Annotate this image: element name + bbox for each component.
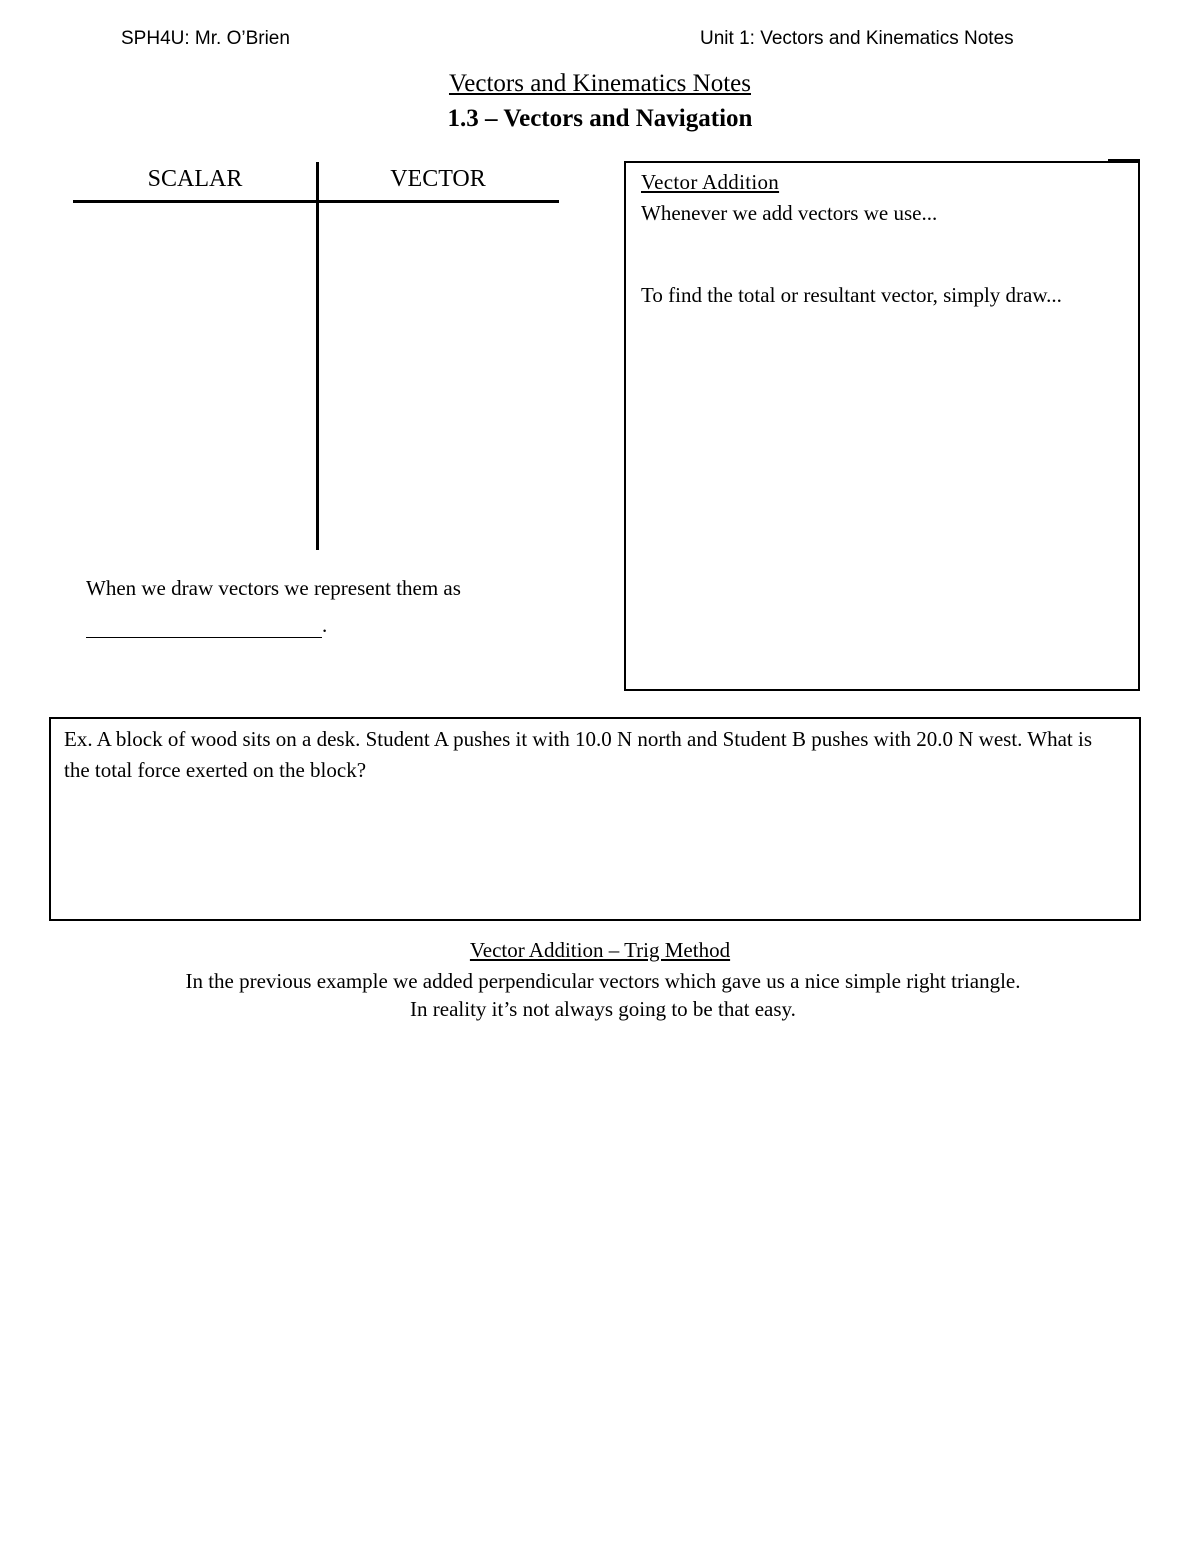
fill-in-blank [86,613,327,638]
vector-addition-heading: Vector Addition [641,170,780,194]
trig-method-line-2: In reality it’s not always going to be that easy. [410,997,796,1021]
box-corner-mark [1108,159,1140,163]
trig-method-heading: Vector Addition – Trig Method [469,938,731,962]
blank-rule [86,621,322,638]
vector-addition-line-1: Whenever we add vectors we use... [641,201,938,225]
example-text: Ex. A block of wood sits on a desk. Student A pushes it with 10.0 N north and Student B pushes with 20.0 N west. What is the total force exerted on the block? [64,727,1093,782]
page-subtitle: 1.3 – Vectors and Navigation [447,105,753,132]
blank-period: . [322,613,328,637]
tchart-vertical-rule [316,162,319,550]
draw-vectors-prompt: When we draw vectors we represent them as [86,576,461,600]
page-title: Vectors and Kinematics Notes [448,70,751,97]
header-course: SPH4U: Mr. O’Brien [121,28,290,49]
trig-method-line-1: In the previous example we added perpendicular vectors which gave us a nice simple right triangle. [185,969,1021,993]
tchart-vector-heading: VECTOR [390,166,486,192]
tchart-scalar-heading: SCALAR [147,166,243,192]
header-unit: Unit 1: Vectors and Kinematics Notes [700,28,1014,49]
vector-addition-box [624,161,1140,691]
vector-addition-line-2: To find the total or resultant vector, simply draw... [641,283,1062,307]
